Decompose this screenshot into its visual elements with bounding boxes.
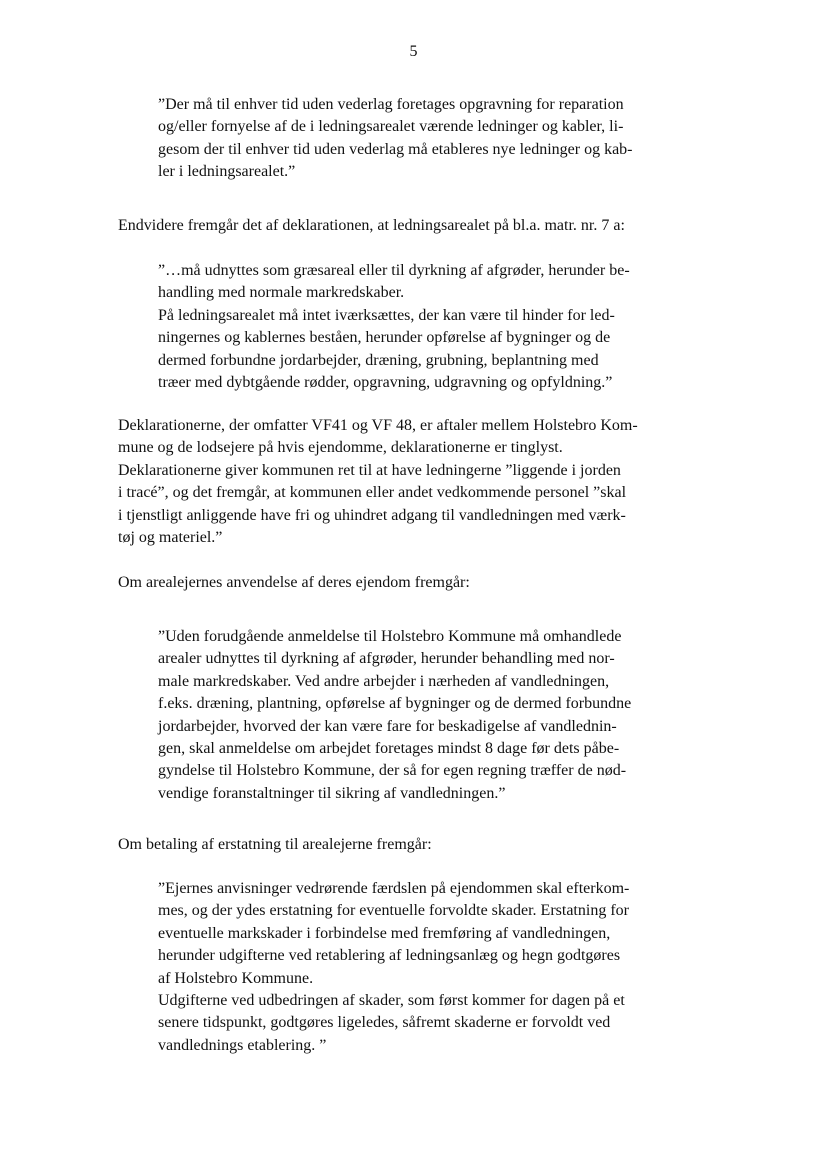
text-line: mune og de lodsejere på hvis ejendomme, deklarationerne er tinglyst. <box>118 439 563 457</box>
paragraph-erstatning <box>118 834 432 856</box>
text-line: Deklarationerne, der omfatter VF41 og VF 48, er aftaler mellem Holstebro Kom- <box>118 417 638 434</box>
text-line: gesom der til enhver tid uden vederlag må etableres nye ledninger og kab- <box>158 140 633 158</box>
text-line: ler i ledningsarealet.” <box>158 163 296 181</box>
text-line: ningernes og kablernes beståen, herunder opførelse af bygninger og de <box>158 329 611 347</box>
text-line: arealer udnyttes til dyrkning af afgrøder, herunder behandling med nor- <box>158 650 615 668</box>
paragraph-arealejernes <box>118 572 470 594</box>
text-line: herunder udgifterne ved retablering af ledningsanlæg og hegn godtgøres <box>158 947 621 965</box>
text-line: ”…må udnyttes som græsareal eller til dyrkning af afgrøder, herunder be- <box>158 262 630 279</box>
text-line: senere tidspunkt, godtgøres ligeledes, såfremt skaderne er forvoldt ved <box>158 1014 611 1032</box>
text-line: og/eller fornyelse af de i ledningsarealet værende ledninger og kabler, li- <box>158 118 624 136</box>
text-line: vandlednings etablering. ” <box>158 1036 327 1054</box>
text-line: På ledningsarealet må intet iværksættes, der kan være til hinder for led- <box>158 306 615 324</box>
text-line: ”Der må til enhver tid uden vederlag foretages opgravning for reparation <box>158 96 624 113</box>
text-line: Om betaling af erstatning til arealejerne fremgår: <box>118 836 432 853</box>
text-line: male markredskaber. Ved andre arbejder i nærheden af vandledningen, <box>158 672 610 690</box>
quote-reparation <box>158 94 633 184</box>
text-line: træer med dybtgående rødder, opgravning, udgravning og opfyldning.” <box>158 374 613 392</box>
page-number: 5 <box>409 43 418 60</box>
paragraph-endvidere <box>118 215 625 237</box>
text-line: handling med normale markredskaber. <box>158 284 405 302</box>
text-line: ”Uden forudgående anmeldelse til Holstebro Kommune må omhandlede <box>158 628 622 645</box>
quote-anmeldelse <box>158 626 631 805</box>
text-line: f.eks. dræning, plantning, opførelse af bygninger og de dermed forbundne <box>158 695 632 713</box>
text-line: i tjenstligt anliggende have fri og uhindret adgang til vandledningen med værk- <box>118 506 626 524</box>
text-line: eventuelle markskader i forbindelse med fremføring af vandledningen, <box>158 924 611 942</box>
text-line: dermed forbundne jordarbejder, dræning, grubning, beplantning med <box>158 351 599 369</box>
text-line: af Holstebro Kommune. <box>158 969 314 987</box>
text-line: gen, skal anmeldelse om arbejdet foretages mindst 8 dage før dets påbe- <box>158 740 620 758</box>
text-line: jordarbejder, hvorved der kan være fare for beskadigelse af vandlednin- <box>158 717 617 735</box>
text-line: vendige foranstaltninger til sikring af vandledningen.” <box>158 784 506 802</box>
text-line: mes, og der ydes erstatning for eventuelle forvoldte skader. Erstatning for <box>158 902 629 920</box>
text-line: Udgifterne ved udbedringen af skader, som først kommer for dagen på et <box>158 992 625 1010</box>
text-line: Endvidere fremgår det af deklarationen, at ledningsarealet på bl.a. matr. nr. 7 a: <box>118 217 625 234</box>
text-line: Om arealejernes anvendelse af deres ejendom fremgår: <box>118 574 470 591</box>
text-line: ”Ejernes anvisninger vedrørende færdslen på ejendommen skal efterkom- <box>158 880 630 897</box>
quote-graesareal <box>158 260 630 394</box>
text-line: Deklarationerne giver kommunen ret til at have ledningerne ”liggende i jorden <box>118 461 621 479</box>
text-line: i tracé”, og det fremgår, at kommunen eller andet vedkommende personel ”skal <box>118 484 627 502</box>
paragraph-deklarationerne <box>118 415 638 549</box>
text-line: gyndelse til Holstebro Kommune, der så for egen regning træffer de nød- <box>158 762 627 780</box>
text-line: tøj og materiel.” <box>118 529 223 547</box>
quote-ejernes <box>158 878 629 1057</box>
